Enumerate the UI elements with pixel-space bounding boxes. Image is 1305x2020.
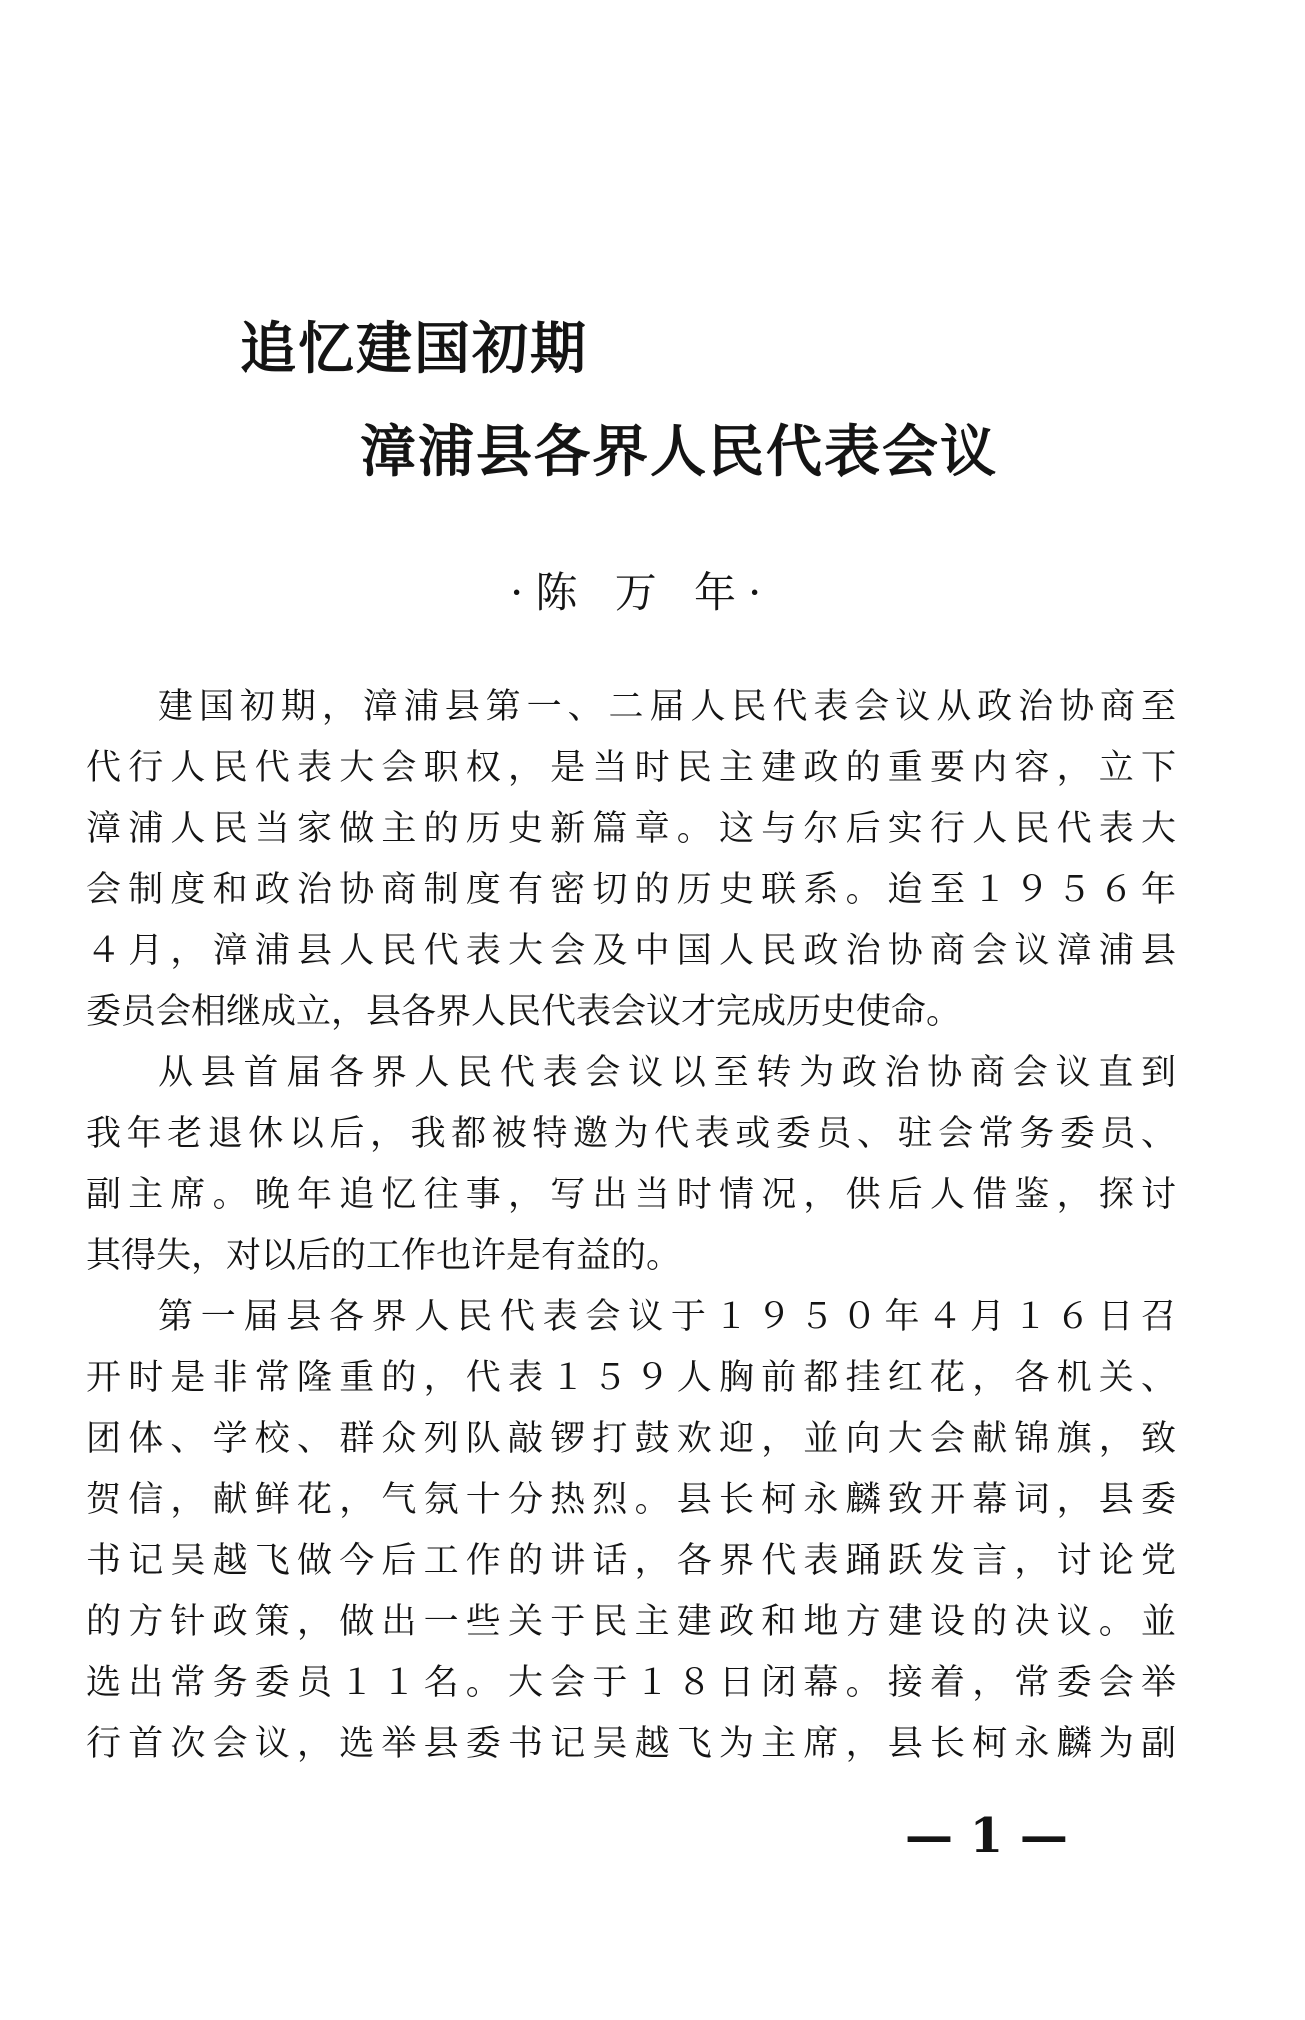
- text-line: 副主席。晚年追忆往事，写出当时情况，供后人借鉴，探讨: [86, 1175, 1176, 1215]
- text-line: 我年老退休以后，我都被特邀为代表或委员、驻会常务委员、: [86, 1114, 1176, 1154]
- text-line: ４月，漳浦县人民代表大会及中国人民政治协商会议漳浦县: [86, 931, 1176, 971]
- text-line: 开时是非常隆重的，代表１５９人胸前都挂红花，各机关、: [86, 1358, 1176, 1398]
- text-line: 行首次会议，选举县委书记吴越飞为主席，县长柯永麟为副: [86, 1724, 1176, 1764]
- paragraph-3: [86, 1287, 1176, 1775]
- text-line: 贺信，献鲜花，气氛十分热烈。县长柯永麟致开幕词，县委: [86, 1480, 1176, 1520]
- author-byline: ·陈 万 年·: [510, 568, 774, 617]
- title-line-1: 追忆建国初期: [240, 316, 588, 382]
- article-body: [86, 677, 1176, 1775]
- text-line: 漳浦人民当家做主的历史新篇章。这与尔后实行人民代表大: [86, 809, 1176, 849]
- text-line: 其得失，对以后的工作也许是有益的。: [86, 1236, 682, 1276]
- paragraph-2: [86, 1043, 1176, 1287]
- text-line: 第一届县各界人民代表会议于１９５０年４月１６日召: [158, 1297, 1176, 1337]
- title-line-2: 漳浦县各界人民代表会议: [360, 419, 998, 485]
- text-line: 从县首届各界人民代表会议以至转为政治协商会议直到: [158, 1053, 1176, 1093]
- text-line: 建国初期，漳浦县第一、二届人民代表会议从政治协商至: [158, 687, 1176, 727]
- text-line: 选出常务委员１１名。大会于１８日闭幕。接着，常委会举: [86, 1663, 1176, 1703]
- text-line: 的方针政策，做出一些关于民主建政和地方建设的决议。並: [86, 1602, 1176, 1642]
- page-number: — 1 —: [905, 1808, 1068, 1864]
- text-line: 会制度和政治协商制度有密切的历史联系。迨至１９５６年: [86, 870, 1176, 910]
- text-line: 委员会相继成立，县各界人民代表会议才完成历史使命。: [86, 992, 962, 1032]
- text-line: 代行人民代表大会职权，是当时民主建政的重要内容，立下: [86, 748, 1176, 788]
- text-line: 团体、学校、群众列队敲锣打鼓欢迎，並向大会献锦旗，致: [86, 1419, 1176, 1459]
- paragraph-1: [86, 677, 1176, 1043]
- text-line: 书记吴越飞做今后工作的讲话，各界代表踊跃发言，讨论党: [86, 1541, 1176, 1581]
